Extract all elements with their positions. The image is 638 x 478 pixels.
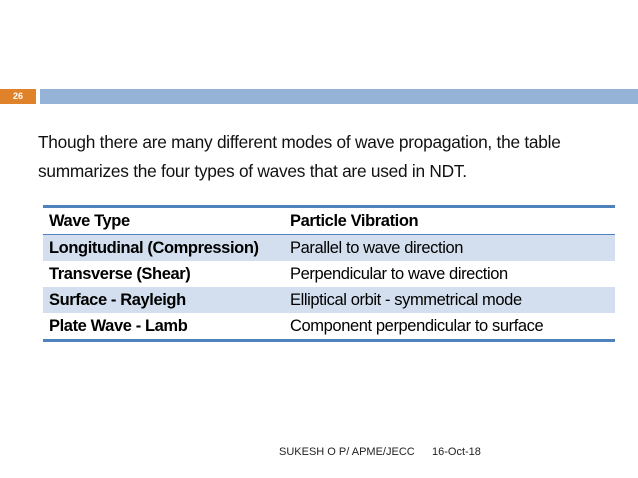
wave-type-cell: Surface - Rayleigh: [43, 287, 284, 313]
wave-type-cell: Plate Wave - Lamb: [49, 316, 188, 335]
header-particle-vibration: Particle Vibration: [284, 207, 615, 235]
slide-title-bar: [40, 89, 638, 104]
header-wave-type: Wave Type: [43, 207, 284, 235]
wave-type-cell: Longitudinal (Compression): [43, 235, 284, 262]
table-row: [43, 313, 615, 341]
slide-header-bar: [0, 89, 638, 104]
footer-author: SUKESH O P/ APME/JECC: [279, 446, 415, 458]
intro-paragraph: Though there are many different modes of wave propagation, the table summarizes the four types of waves that are used in NDT.: [38, 132, 561, 181]
footer-date: 16-Oct-18: [432, 446, 481, 458]
table-row: [43, 261, 615, 287]
wave-types-table: [43, 205, 615, 342]
slide-number: 26: [0, 89, 36, 104]
particle-vibration-cell: Parallel to wave direction: [284, 235, 615, 262]
particle-vibration-cell: Perpendicular to wave direction: [290, 264, 508, 283]
wave-type-cell: Transverse (Shear): [49, 264, 191, 283]
table-header-row: [43, 207, 615, 235]
table-row: [43, 287, 615, 313]
particle-vibration-cell: Elliptical orbit - symmetrical mode: [284, 287, 615, 313]
particle-vibration-cell: Component perpendicular to surface: [290, 316, 544, 335]
table-row: [43, 235, 615, 262]
